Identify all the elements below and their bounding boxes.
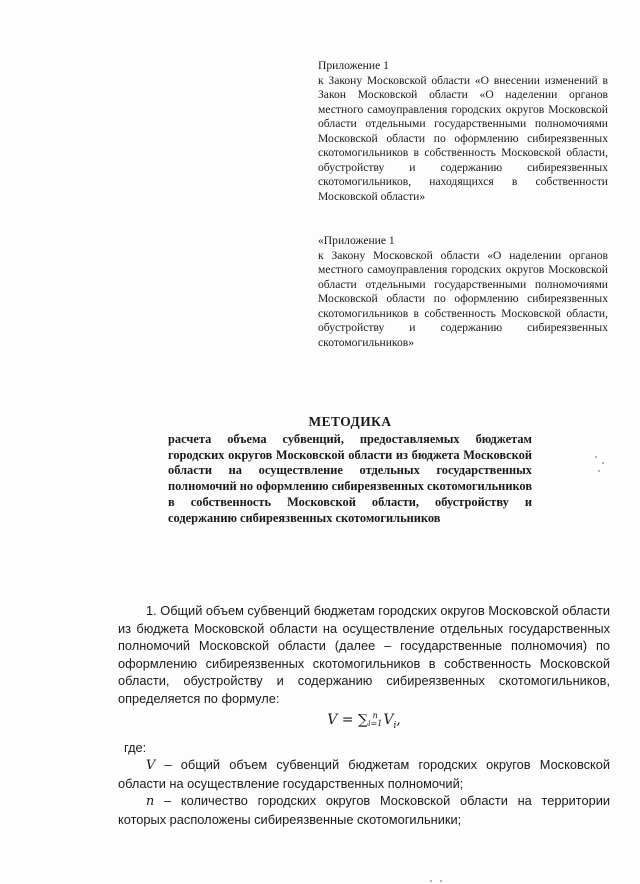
scan-speck — [602, 462, 604, 464]
methodology-title-block — [168, 414, 532, 527]
formula — [118, 712, 610, 731]
definition-n-line — [118, 792, 610, 828]
formula-sum-sign: ∑ — [357, 712, 368, 728]
scan-speck — [430, 880, 432, 882]
where-label: где: — [124, 740, 147, 755]
definition-v-text: – общий объем субвенций бюджетам городских округов Московской области на осуществление государственных полномочий; — [118, 757, 610, 791]
paragraph-1-text: 1. Общий объем субвенций бюджетам городских округов Московской области из бюджета Московской области на осуществление отдельных государственных полномочий Московской области (далее – государственные полномочия) по оформлению сибиреязвенных скотомогильников в собственность Московской области, обустройству и содержанию сибиреязвенных скотомогильников, определяется по формуле: — [118, 603, 610, 706]
annex-2-title: «Приложение 1 — [318, 234, 395, 247]
definition-n-symbol: n — [146, 794, 155, 809]
paragraph-1 — [118, 602, 610, 708]
definition-n-text: – количество городских округов Московской области на территории которых расположены сибиреязвенные скотомогильники; — [118, 793, 610, 827]
formula-term-sub: i — [393, 720, 397, 731]
methodology-subtitle: расчета объема субвенций, предоставляемых бюджетам городских округов Московской области из бюджета Московской области на осуществление отдельных государственных полномочий но оформлению сибиреязвенных скотомогильников в собственность Московской области, обустройству и содержанию сибиреязвенных скотомогильников — [168, 431, 533, 525]
definition-v-symbol: V — [146, 758, 156, 773]
formula-sum-upper: n — [372, 711, 378, 720]
annex-1-header — [318, 59, 608, 204]
formula-term: V — [383, 712, 394, 728]
formula-equals: = — [337, 712, 358, 728]
formula-lhs: V — [327, 712, 338, 728]
annex-1-body: к Закону Московской области «О внесении изменений в Закон Московской области «О наделении органов местного самоуправления городских округов Московской области отдельными государственными полномочиями Московской области по оформлению сибиреязвенных скотомогильников в собственность Московской области, обустройству и содержанию сибиреязвенных скотомогильников, находящихся в собственности Московской области» — [318, 73, 608, 203]
scan-speck — [598, 470, 600, 472]
formula-sum-lower: i=1 — [367, 719, 383, 728]
definition-v-line — [118, 756, 610, 792]
scan-speck — [440, 880, 442, 882]
annex-2-body: к Закону Московской области «О наделении органов местного самоуправления городских округов Московской области отдельными государственными полномочиями Московской области по оформлению сибиреязвенных скотомогильников в собственность Московской области, обустройству и содержанию сибиреязвенных скотомогильников» — [318, 248, 608, 349]
annex-2-header — [318, 234, 608, 350]
methodology-heading: МЕТОДИКА — [308, 414, 392, 429]
definition-v — [118, 756, 610, 792]
definition-n — [118, 792, 610, 828]
scan-speck — [595, 456, 597, 458]
annex-1-title: Приложение 1 — [318, 59, 389, 72]
formula-tail: , — [396, 712, 401, 728]
